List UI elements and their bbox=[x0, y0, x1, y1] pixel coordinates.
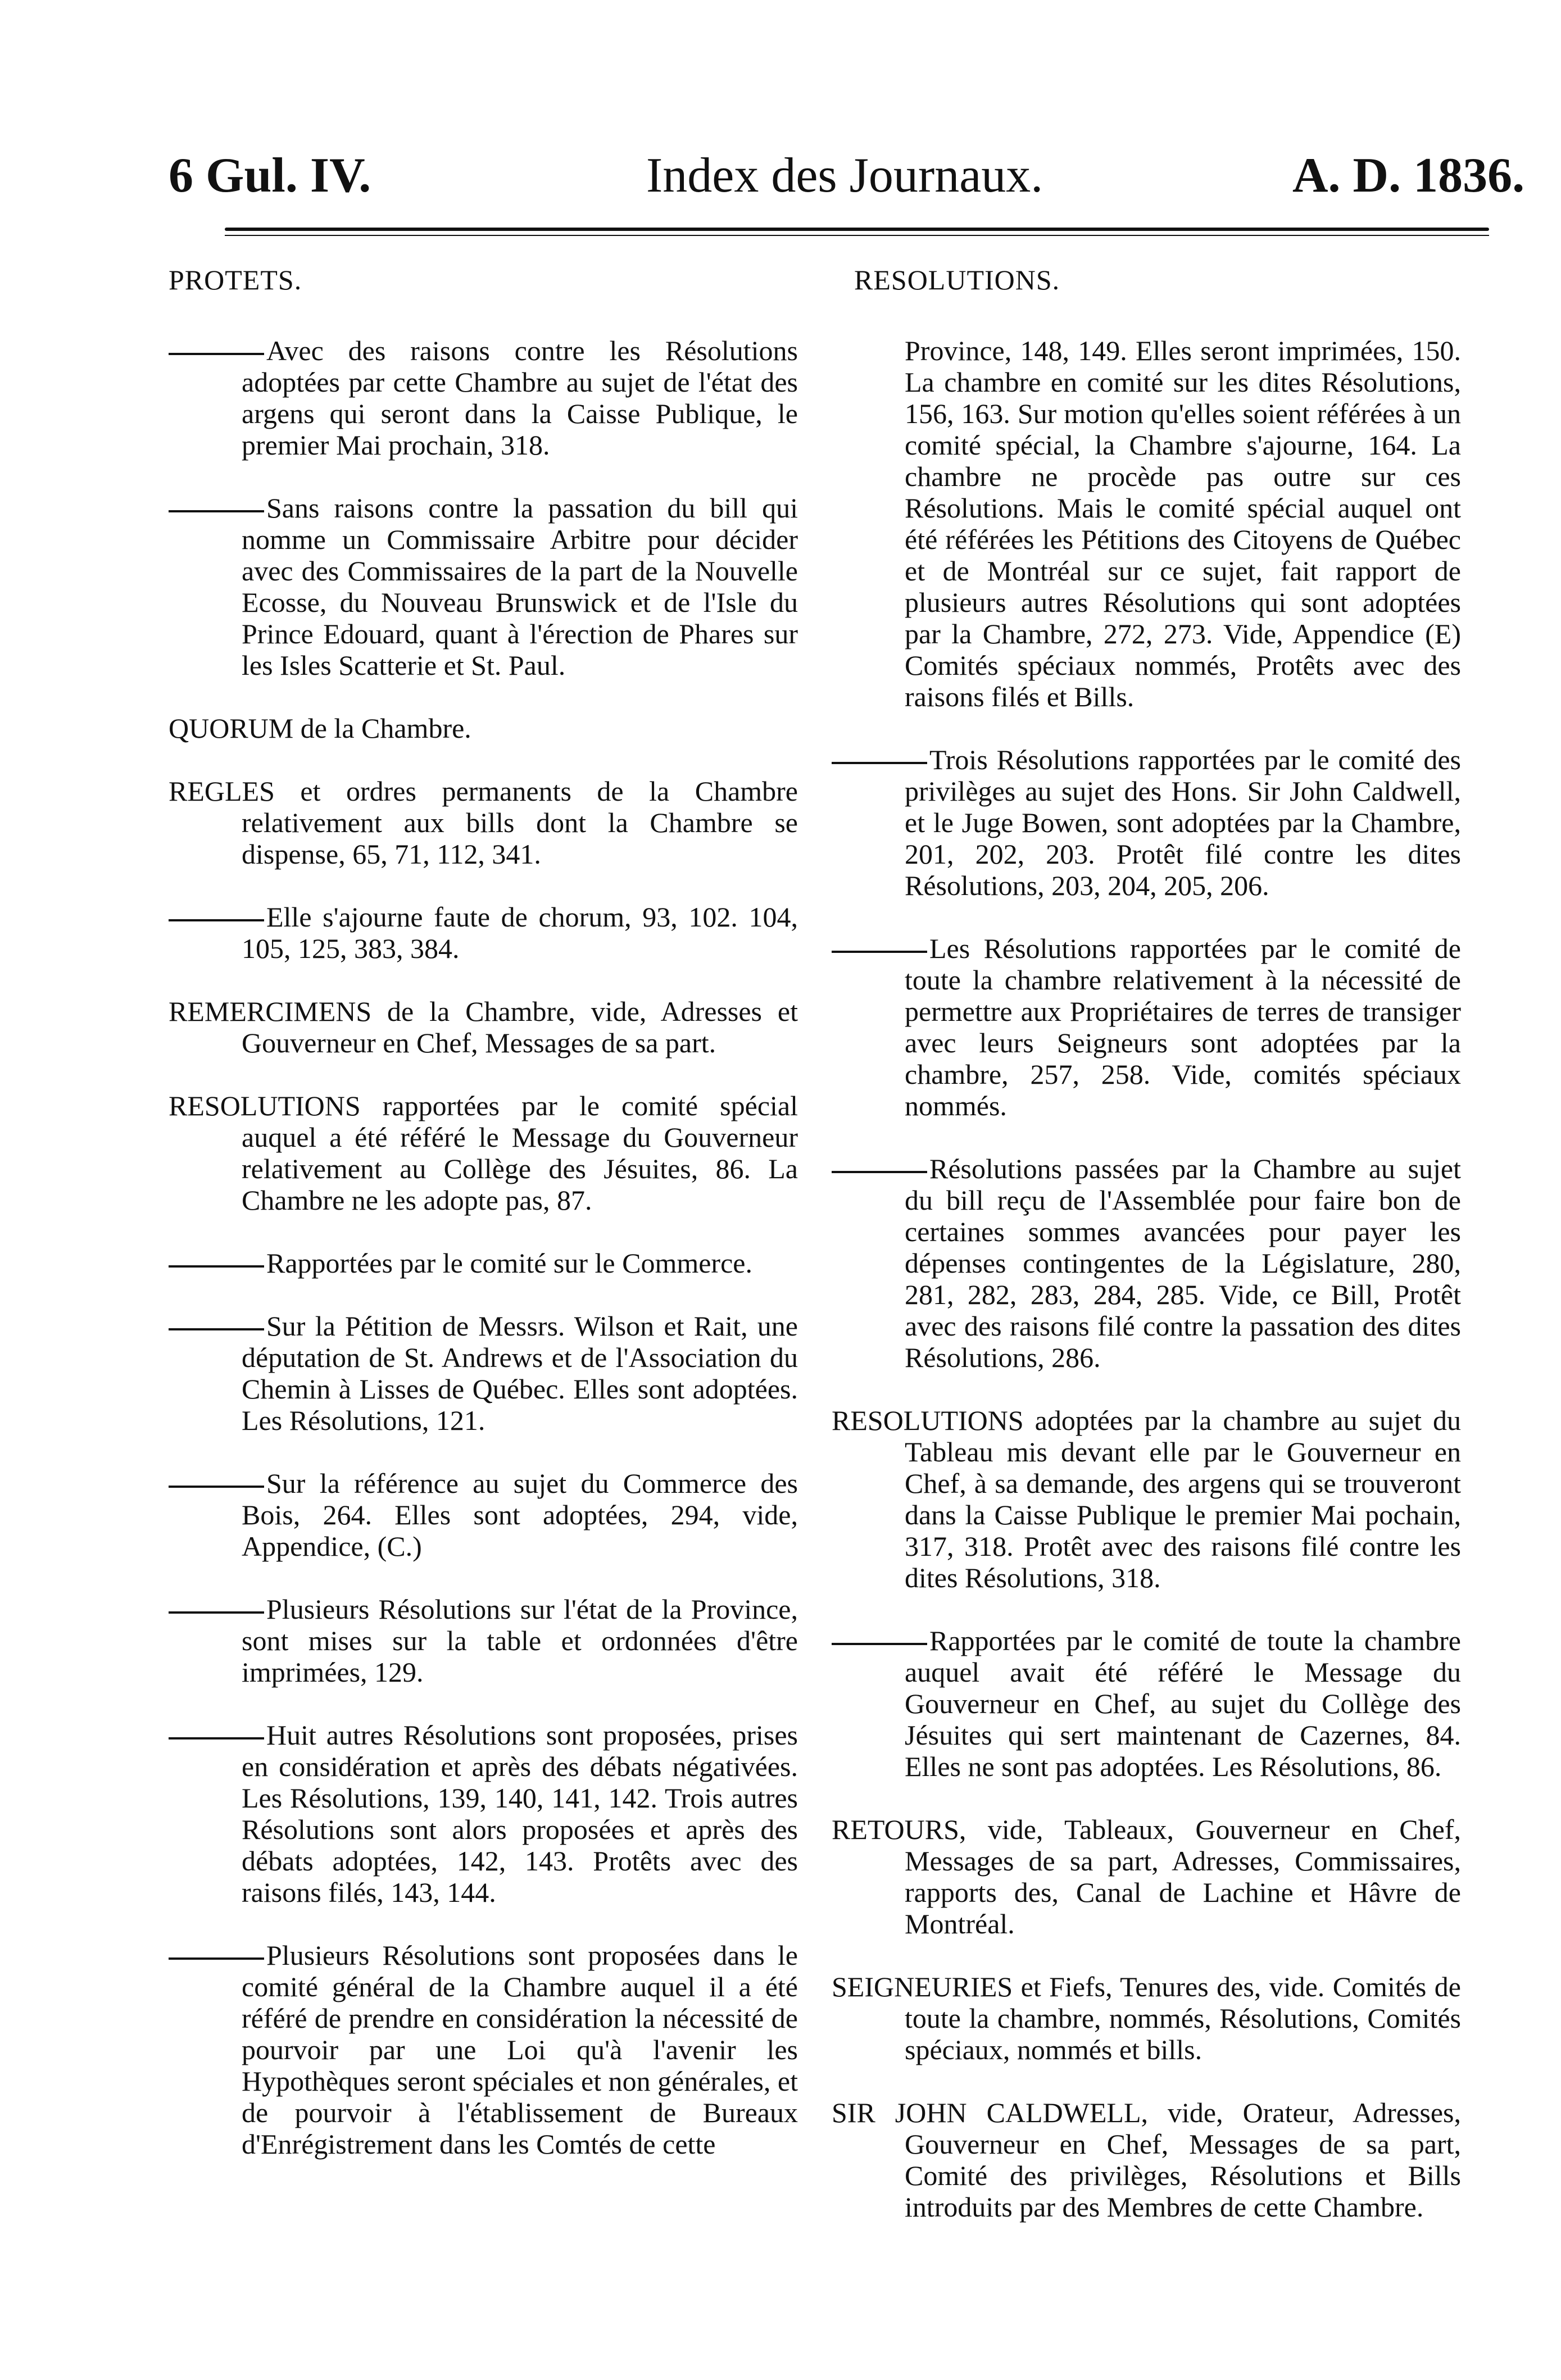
right-entry-list bbox=[832, 335, 1461, 2223]
header-year: A. D. 1836. bbox=[1292, 148, 1525, 203]
header-regnal-year: 6 Gul. IV. bbox=[169, 148, 371, 203]
ditto-dash bbox=[169, 353, 264, 355]
entry-text: Elle s'ajourne faute de chorum, 93, 102. 104, 105, 125, 383, 384. bbox=[242, 901, 798, 964]
entry-text: Province, 148, 149. Elles seront imprimées, 150. La chambre en comité sur les dites Résolutions, 156, 163. Sur motion qu'elles soient référées à un comité spécial, la Chambre s'ajourne, 164. La chambre ne procède pas outre sur ces Résolutions. Mais le comité spécial auquel ont été référées les Pétitions des Citoyens de Québec et de Montréal sur ce sujet, fait rapport de plusieurs autres Résolutions qui sont adoptées par la Chambre, 272, 273. Vide, Appendice (E) Comités spéciaux nommés, Protêts avec des raisons filés et Bills. bbox=[905, 335, 1461, 712]
index-entry bbox=[169, 1090, 798, 1216]
ditto-dash bbox=[169, 919, 264, 921]
index-entry bbox=[832, 933, 1461, 1121]
entry-text: SIR JOHN CALDWELL, vide, Orateur, Adresses, Gouverneur en Chef, Messages de sa part, Comité des privilèges, Résolutions et Bills introduits par des Membres de cette Chambre. bbox=[832, 2097, 1461, 2223]
ditto-dash bbox=[169, 1737, 264, 1739]
index-entry bbox=[169, 996, 798, 1059]
ditto-dash bbox=[169, 1486, 264, 1488]
ditto-dash bbox=[832, 1643, 927, 1645]
entry-text: QUORUM de la Chambre. bbox=[169, 712, 471, 744]
index-entry bbox=[832, 1625, 1461, 1782]
header-rule bbox=[225, 228, 1489, 231]
entry-text: Résolutions passées par la Chambre au sujet du bill reçu de l'Assemblée pour faire bon de certaines sommes avancées pour payer les dépenses contingentes de la Législature, 280, 281, 282, 283, 284, 285. Vide, ce Bill, Protêt avec des raisons filé contre la passation des dites Résolutions, 286. bbox=[905, 1153, 1461, 1373]
entry-text: Trois Résolutions rapportées par le comité des privilèges au sujet des Hons. Sir John Caldwell, et le Juge Bowen, sont adoptées par la Chambre, 201, 202, 203. Protêt filé contre les dites Résolutions, 203, 204, 205, 206. bbox=[905, 744, 1461, 901]
entry-text: SEIGNEURIES et Fiefs, Tenures des, vide. Comités de toute la chambre, nommés, Résolutions, Comités spéciaux, nommés et bills. bbox=[832, 1971, 1461, 2065]
index-entry bbox=[169, 775, 798, 870]
entry-text: Plusieurs Résolutions sur l'état de la Province, sont mises sur la table et ordonnées d'être imprimées, 129. bbox=[242, 1593, 798, 1688]
index-entry bbox=[832, 335, 1461, 712]
ditto-dash bbox=[169, 510, 264, 512]
left-column-heading: PROTETS. bbox=[169, 264, 302, 296]
ditto-dash bbox=[832, 951, 927, 953]
ditto-dash bbox=[169, 1957, 264, 1960]
right-column-heading: RESOLUTIONS. bbox=[854, 264, 1060, 296]
entry-text: Sans raisons contre la passation du bill qui nomme un Commissaire Arbitre pour décider avec des Commissaires de la part de la Nouvelle Ecosse, du Nouveau Brunswick et de l'Isle du Prince Edouard, quant à l'érection de Phares sur les Isles Scatterie et St. Paul. bbox=[242, 492, 798, 681]
ditto-dash bbox=[169, 1611, 264, 1614]
header-rule-thin bbox=[225, 235, 1489, 236]
entry-text: Plusieurs Résolutions sont proposées dans le comité général de la Chambre auquel il a été référé de prendre en considération la nécessité de pourvoir par une Loi qu'à l'avenir les Hypothèques seront spéciales et non générales, et de pourvoir à l'établissement de Bureaux d'Enrégistrement dans les Comtés de cette bbox=[242, 1940, 798, 2160]
index-entry bbox=[832, 1405, 1461, 1593]
ditto-dash bbox=[832, 762, 927, 764]
entry-text: RESOLUTIONS rapportées par le comité spécial auquel a été référé le Message du Gouverneur relativement au Collège des Jésuites, 86. La Chambre ne les adopte pas, 87. bbox=[169, 1090, 798, 1216]
index-entry bbox=[832, 1814, 1461, 1940]
entry-text: RESOLUTIONS adoptées par la chambre au sujet du Tableau mis devant elle par le Gouverneur en Chef, à sa demande, des argens qui se trouveront dans la Caisse Publique le premier Mai pochain, 317, 318. Protêt avec des raisons filé contre les dites Résolutions, 318. bbox=[832, 1405, 1461, 1593]
entry-text: Rapportées par le comité de toute la chambre auquel avait été référé le Message du Gouverneur en Chef, au sujet du Collège des Jésuites qui sert maintenant de Cazernes, 84. Elles ne sont pas adoptées. Les Résolutions, 86. bbox=[905, 1625, 1461, 1782]
ditto-dash bbox=[832, 1171, 927, 1173]
entry-text: REGLES et ordres permanents de la Chambre relativement aux bills dont la Chambre se dispense, 65, 71, 112, 341. bbox=[169, 775, 798, 870]
index-entry bbox=[169, 1719, 798, 1908]
left-column bbox=[169, 264, 798, 2343]
index-entry bbox=[169, 1247, 798, 1279]
header-title: Index des Journaux. bbox=[646, 148, 1043, 203]
index-entry bbox=[169, 1940, 798, 2160]
ditto-dash bbox=[169, 1265, 264, 1268]
index-entry bbox=[832, 1971, 1461, 2065]
index-entry bbox=[169, 901, 798, 964]
entry-text: Sur la référence au sujet du Commerce des Bois, 264. Elles sont adoptées, 294, vide, Appendice, (C.) bbox=[242, 1468, 798, 1562]
index-entry bbox=[169, 1468, 798, 1562]
index-entry bbox=[169, 1310, 798, 1436]
index-entry bbox=[169, 712, 798, 744]
entry-text: Avec des raisons contre les Résolutions adoptées par cette Chambre au sujet de l'état des argens qui seront dans la Caisse Publique, le premier Mai prochain, 318. bbox=[242, 335, 798, 461]
left-entry-list bbox=[169, 335, 798, 2160]
index-entry bbox=[832, 1153, 1461, 1373]
index-entry bbox=[169, 492, 798, 681]
page-header bbox=[0, 147, 1561, 215]
entry-text: Huit autres Résolutions sont proposées, prises en considération et après des débats négativées. Les Résolutions, 139, 140, 141, 142. Trois autres Résolutions sont alors proposées et après des débats adoptées, 142, 143. Protêts avec des raisons filés, 143, 144. bbox=[242, 1719, 798, 1908]
index-entry bbox=[832, 744, 1461, 901]
entry-text: RETOURS, vide, Tableaux, Gouverneur en Chef, Messages de sa part, Adresses, Commissaires, rapports des, Canal de Lachine et Hâvre de Montréal. bbox=[832, 1814, 1461, 1940]
index-entry bbox=[169, 335, 798, 461]
right-column bbox=[832, 264, 1461, 2343]
entry-text: Les Résolutions rapportées par le comité de toute la chambre relativement à la nécessité de permettre aux Propriétaires de terres de transiger avec leurs Seigneurs sont adoptées par la chambre, 257, 258. Vide, comités spéciaux nommés. bbox=[905, 933, 1461, 1121]
ditto-dash bbox=[169, 1328, 264, 1330]
entry-text: REMERCIMENS de la Chambre, vide, Adresses et Gouverneur en Chef, Messages de sa part. bbox=[169, 996, 798, 1059]
entry-text: Rapportées par le comité sur le Commerce. bbox=[266, 1247, 752, 1279]
index-entry bbox=[169, 1593, 798, 1688]
index-entry bbox=[832, 2097, 1461, 2223]
entry-text: Sur la Pétition de Messrs. Wilson et Rait, une députation de St. Andrews et de l'Association du Chemin à Lisses de Québec. Elles sont adoptées. Les Résolutions, 121. bbox=[242, 1310, 798, 1436]
